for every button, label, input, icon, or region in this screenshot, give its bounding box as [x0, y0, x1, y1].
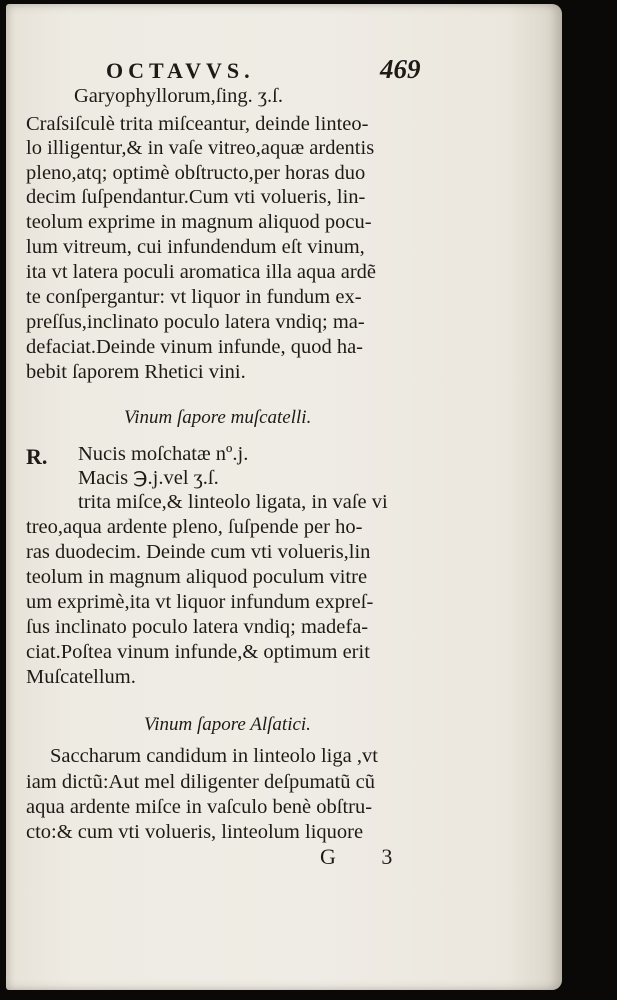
recipe-symbol: R.: [26, 444, 48, 469]
text-line: ciat.Poſtea vinum infunde,& optimum erit: [26, 641, 370, 663]
text-line: iam dictũ:Aut mel diligenter deſpumatũ cũ: [26, 771, 375, 793]
text-line: defaciat.Deinde vinum infunde, quod ha-: [26, 336, 363, 358]
text-line: Saccharum candidum in linteolo liga ,vt: [50, 745, 378, 767]
text-line: trita miſce,& linteolo ligata, in vaſe vi: [78, 491, 388, 513]
text-line: pleno,atq; optimè obſtructo,per horas duo: [26, 162, 366, 184]
text-line: bebit ſaporem Rhetici vini.: [26, 361, 246, 383]
running-head: OCTAVVS.: [106, 58, 255, 83]
text-line: lo illigentur,& in vaſe vitreo,aquæ ardentis: [26, 137, 375, 159]
text-line: ita vt latera poculi aromatica illa aqua ardẽ: [26, 261, 377, 283]
text-line: decim ſuſpendantur.Cum vti volueris, lin-: [26, 186, 366, 208]
text-line: Nucis moſchatæ nº.j.: [78, 443, 249, 465]
text-line: Muſcatellum.: [26, 666, 136, 688]
text-line: um exprimè,ita vt liquor infundum expreſ-: [26, 591, 374, 613]
text-line: aqua ardente miſce in vaſculo benè obſtru-: [26, 796, 373, 818]
page-number: 469: [380, 54, 421, 84]
text-line: te conſpergantur: vt liquor in fundum ex-: [26, 286, 362, 308]
text-line: ras duodecim. Deinde cum vti volueris,lin: [26, 541, 371, 563]
text-line: lum vitreum, cui infundendum eſt vinum,: [26, 236, 365, 258]
section-title: Vinum ſapore muſcatelli.: [124, 407, 312, 428]
text-line: Garyophyllorum,ſing. ʒ.ſ.: [74, 85, 283, 107]
text-line: ſus inclinato poculo latera vndiq; madefa-: [26, 616, 369, 638]
book-page: [6, 4, 562, 990]
text-line: teolum in magnum aliquod poculum vitre: [26, 566, 368, 588]
text-line: cto:& cum vti volueris, linteolum liquore: [26, 821, 364, 843]
page-text: [6, 4, 562, 990]
text-line: Craſsiſculè trita miſceantur, deinde linteo-: [26, 113, 369, 135]
text-line: preſſus,inclinato poculo latera vndiq; ma-: [26, 311, 365, 333]
section-title: Vinum ſapore Alſatici.: [144, 714, 311, 735]
text-line: treo,aqua ardente pleno, ſuſpende per ho-: [26, 516, 363, 538]
text-line: teolum exprime in magnum aliquod pocu-: [26, 211, 372, 233]
text-line: Macis ℈.j.vel ʒ.ſ.: [78, 467, 219, 489]
signature-mark: G 3: [320, 844, 413, 869]
